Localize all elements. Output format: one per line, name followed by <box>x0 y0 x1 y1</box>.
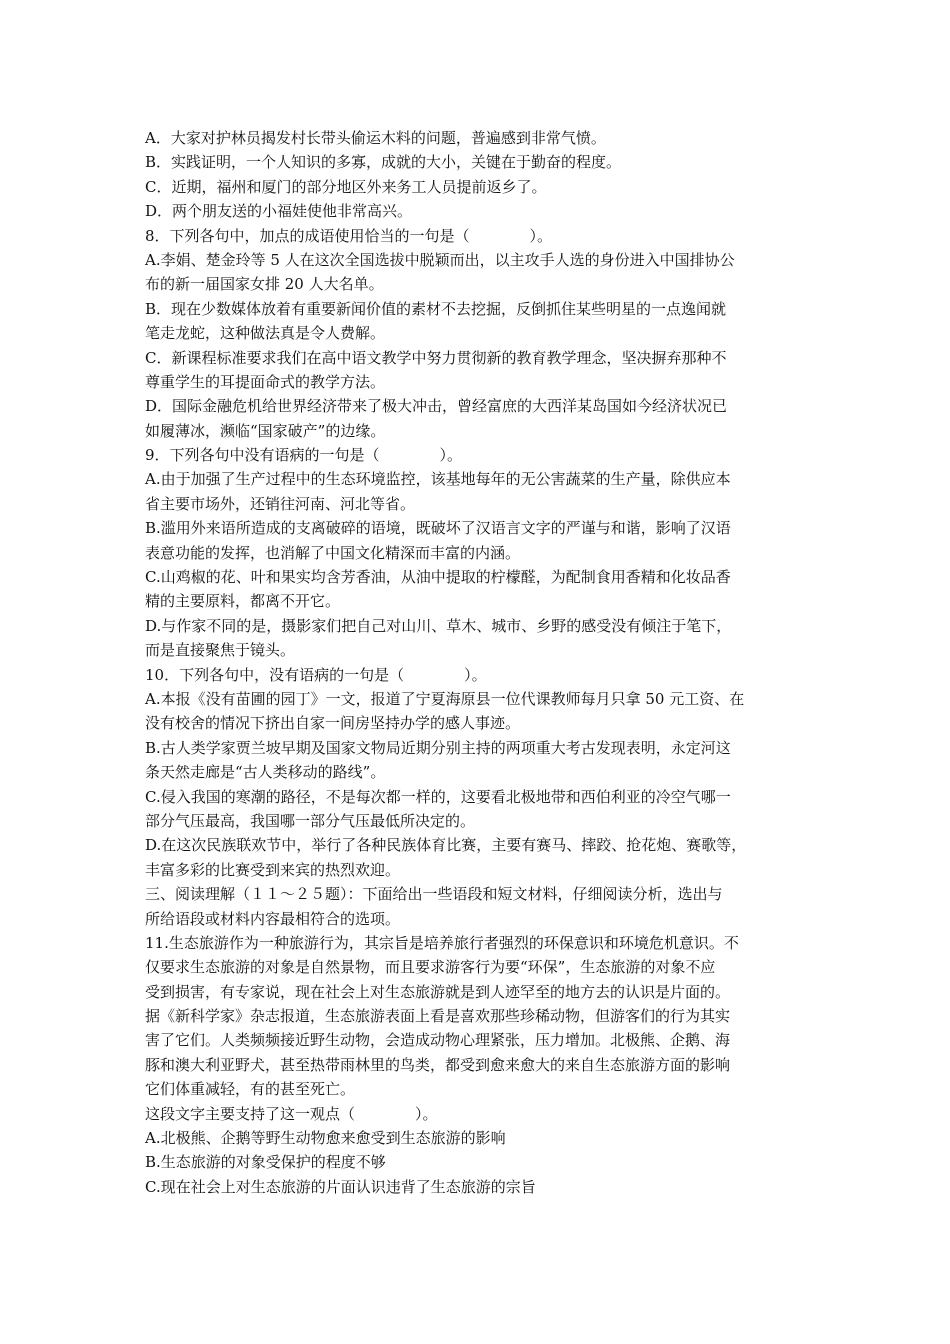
document-page <box>145 126 815 1199</box>
option-10c-cont: 部分气压最高，我国哪一部分气压最低所决定的。 <box>145 811 476 830</box>
option-9b-cont: 表意功能的发挥，也消解了中国文化精深而丰富的内涵。 <box>145 543 521 562</box>
question-11-prompt: 这段文字主要支持了这一观点（ ）。 <box>145 1104 438 1123</box>
option-9c: C.山鸡椒的花、叶和果实均含芳香油，从油中提取的柠檬醛，为配制食用香精和化妆品香 <box>145 568 731 587</box>
passage-11-line-1: 11.生态旅游作为一种旅游行为，其宗旨是培养旅行者强烈的环保意识和环境危机意识。不 <box>145 933 739 952</box>
option-8a: A.李娟、楚金玲等 5 人在这次全国选拔中脱颖而出，以主攻手人选的身份进入中国排协公 <box>145 250 735 269</box>
question-9: 9．下列各句中没有语病的一句是（ ）。 <box>145 446 463 465</box>
passage-11-line-5: 害了它们。人类频频接近野生动物，会造成动物心理紧张，压力增加。北极熊、企鹅、海 <box>145 1031 731 1050</box>
option-9b: B.滥用外来语所造成的支离破碎的语境，既破坏了汉语言文字的严谨与和谐，影响了汉语 <box>145 519 731 538</box>
option-11b: B.生态旅游的对象受保护的程度不够 <box>145 1153 386 1172</box>
option-9a-cont: 省主要市场外，还销往河南、河北等省。 <box>145 494 416 513</box>
section-3-heading-cont: 所给语段或材料内容最相符合的选项。 <box>145 909 401 928</box>
option-7b: B．实践证明，一个人知识的多寡，成就的大小，关键在于勤奋的程度。 <box>145 153 622 172</box>
option-10b-cont: 条天然走廊是“古人类移动的路线”。 <box>145 763 386 782</box>
option-8c-cont: 尊重学生的耳提面命式的教学方法。 <box>145 372 386 391</box>
passage-11-line-3: 受到损害，有专家说，现在社会上对生态旅游就是到人迹罕至的地方去的认识是片面的。 <box>145 982 731 1001</box>
option-10c: C.侵入我国的寒潮的路径，不是每次都一样的，这要看北极地带和西伯利亚的冷空气哪一 <box>145 787 731 806</box>
option-10b: B.古人类学家贾兰坡早期及国家文物局近期分别主持的两项重大考古发现表明，永定河这 <box>145 738 731 757</box>
option-7d: D．两个朋友送的小福娃使他非常高兴。 <box>145 202 413 221</box>
option-10a: A.本报《没有苗圃的园丁》一文，报道了宁夏海原县一位代课教师每月只拿 50 元工资、在 <box>145 689 745 708</box>
section-3-heading: 三、阅读理解（１１～２５题）：下面给出一些语段和短文材料，仔细阅读分析，选出与 <box>145 885 723 904</box>
option-7c: C．近期，福州和厦门的部分地区外来务工人员提前返乡了。 <box>145 177 547 196</box>
option-8a-cont: 布的新一届国家女排 20 人大名单。 <box>145 275 384 294</box>
option-8b-cont: 笔走龙蛇，这种做法真是令人费解。 <box>145 324 386 343</box>
option-10a-cont: 没有校舍的情况下挤出自家一间房坚持办学的感人事迹。 <box>145 714 521 733</box>
option-9d: D.与作家不同的是，摄影家们把自己对山川、草木、城市、乡野的感受没有倾注于笔下， <box>145 616 732 635</box>
question-10: 10．下列各句中，没有语病的一句是（ ）。 <box>145 665 487 684</box>
option-8c: C．新课程标准要求我们在高中语文教学中努力贯彻新的教育教学理念，坚决摒弃那种不 <box>145 348 727 367</box>
option-7a: A．大家对护林员揭发村长带头偷运木料的问题，普遍感到非常气愤。 <box>145 129 606 147</box>
passage-11-line-2: 仅要求生态旅游的对象是自然景物，而且要求游客行为要“环保”，生态旅游的对象不应 <box>145 958 716 977</box>
option-9c-cont: 精的主要原料，都离不开它。 <box>145 592 341 611</box>
option-8d-cont: 如履薄冰，濒临“国家破产”的边缘。 <box>145 421 386 440</box>
option-8d: D．国际金融危机给世界经济带来了极大冲击，曾经富庶的大西洋某岛国如今经济状况已 <box>145 397 728 416</box>
option-8b: B．现在少数媒体放着有重要新闻价值的素材不去挖掘，反倒抓住某些明星的一点逸闻就 <box>145 299 727 318</box>
passage-11-line-7: 它们体重减轻，有的甚至死亡。 <box>145 1080 356 1099</box>
option-9d-cont: 而是直接聚焦于镜头。 <box>145 641 296 660</box>
option-9a: A.由于加强了生产过程中的生态环境监控，该基地每年的无公害蔬菜的生产量，除供应本 <box>145 470 731 489</box>
question-8: 8．下列各句中，加点的成语使用恰当的一句是（ ）。 <box>145 226 553 245</box>
option-10d: D.在这次民族联欢节中，举行了各种民族体育比赛，主要有赛马、摔跤、抢花炮、赛歌等， <box>145 836 747 855</box>
passage-11-line-6: 豚和澳大利亚野犬，甚至热带雨林里的鸟类，都受到愈来愈大的来自生态旅游方面的影响 <box>145 1055 731 1074</box>
option-11c: C.现在社会上对生态旅游的片面认识违背了生态旅游的宗旨 <box>145 1177 536 1196</box>
passage-11-line-4: 据《新科学家》杂志报道，生态旅游表面上看是喜欢那些珍稀动物，但游客们的行为其实 <box>145 1007 731 1026</box>
option-11a: A.北极熊、企鹅等野生动物愈来愈受到生态旅游的影响 <box>145 1129 506 1148</box>
option-10d-cont: 丰富多彩的比赛受到来宾的热烈欢迎。 <box>145 860 401 879</box>
